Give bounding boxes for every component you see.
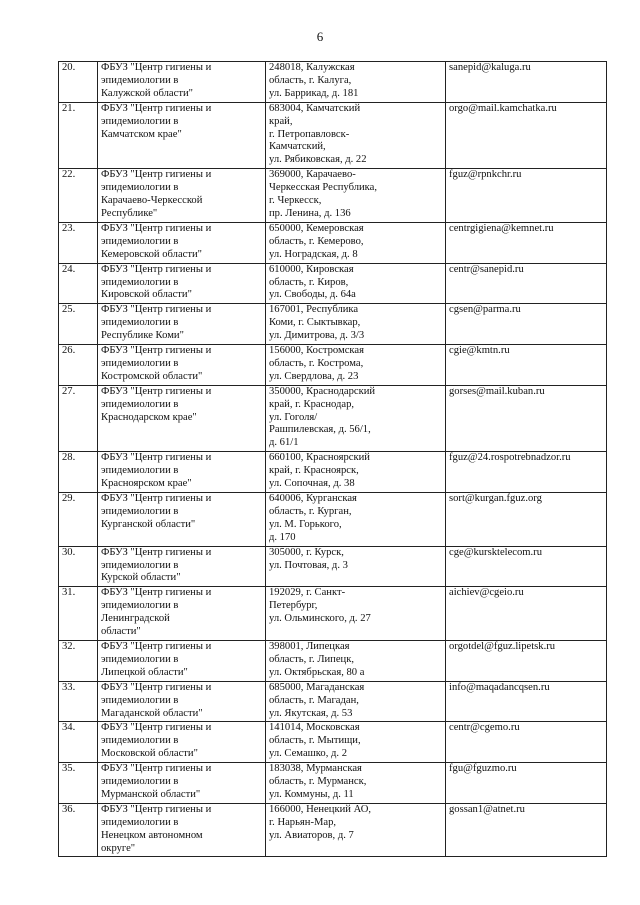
table-row (59, 587, 607, 641)
postal-address: 166000, Ненецкий АО, г. Нарьян-Мар, ул. Авиаторов, д. 7 (269, 803, 372, 841)
postal-address-cell (266, 263, 446, 304)
postal-address: 650000, Кемеровская область, г. Кемерово, ул. Ноградская, д. 8 (269, 222, 364, 260)
row-number-cell (59, 62, 98, 103)
postal-address: 141014, Московская область, г. Мытищи, ул. Семашко, д. 2 (269, 722, 361, 760)
table-row (59, 640, 607, 681)
email-address: aichiev@cgeio.ru (449, 587, 524, 599)
row-number-cell (59, 304, 98, 345)
postal-address-cell (266, 763, 446, 804)
email-address: gossan1@atnet.ru (449, 803, 525, 815)
organization-name: ФБУЗ "Центр гигиены и эпидемиологии в Карачаево-Черкесской Республике" (101, 169, 212, 219)
organization-name-cell (98, 803, 266, 857)
organization-name-cell (98, 385, 266, 452)
row-number: 29. (62, 493, 76, 504)
email-address-cell (446, 345, 607, 386)
organizations-table (58, 61, 607, 857)
row-number: 32. (62, 640, 76, 652)
organization-name: ФБУЗ "Центр гигиены и эпидемиологии в Республике Коми" (101, 304, 212, 342)
postal-address: 610000, Кировская область, г. Киров, ул. Свободы, д. 64а (269, 263, 356, 301)
table-row (59, 169, 607, 223)
organization-name: ФБУЗ "Центр гигиены и эпидемиологии в Кировской области" (101, 263, 212, 301)
email-address-cell (446, 102, 607, 169)
email-address: fguz@24.rospotrebnadzor.ru (449, 452, 571, 464)
row-number-cell (59, 681, 98, 722)
table-row (59, 722, 607, 763)
row-number: 24. (62, 263, 76, 275)
postal-address: 192029, г. Санкт- Петербург, ул. Ольминского, д. 27 (269, 587, 371, 625)
row-number-cell (59, 640, 98, 681)
organization-name: ФБУЗ "Центр гигиены и эпидемиологии в Калужской области" (101, 62, 212, 99)
postal-address: 248018, Калужская область, г. Калуга, ул. Баррикад, д. 181 (269, 62, 359, 99)
row-number: 20. (62, 62, 76, 73)
row-number-cell (59, 587, 98, 641)
organization-name-cell (98, 102, 266, 169)
organization-name: ФБУЗ "Центр гигиены и эпидемиологии в Магаданской области" (101, 681, 212, 719)
postal-address-cell (266, 681, 446, 722)
postal-address: 369000, Карачаево- Черкесская Республика, г. Черкесск, пр. Ленина, д. 136 (269, 169, 378, 219)
postal-address-cell (266, 304, 446, 345)
page-number: 6 (316, 29, 324, 44)
organization-name-cell (98, 587, 266, 641)
organization-name-cell (98, 452, 266, 493)
table-row (59, 304, 607, 345)
email-address-cell (446, 493, 607, 547)
organization-name-cell (98, 640, 266, 681)
row-number: 22. (62, 169, 76, 181)
organization-name-cell (98, 681, 266, 722)
table-row (59, 803, 607, 857)
email-address: centr@sanepid.ru (449, 263, 524, 275)
email-address: cgsen@parma.ru (449, 304, 521, 316)
postal-address: 305000, г. Курск, ул. Почтовая, д. 3 (269, 546, 348, 571)
postal-address: 167001, Республика Коми, г. Сыктывкар, ул. Димитрова, д. 3/3 (269, 304, 365, 342)
organization-name-cell (98, 169, 266, 223)
email-address: orgo@mail.kamchatka.ru (449, 102, 557, 114)
postal-address: 683004, Камчатский край, г. Петропавловск- Камчатский, ул. Рябиковская, д. 22 (269, 102, 367, 166)
row-number: 25. (62, 304, 76, 316)
row-number-cell (59, 345, 98, 386)
organization-name: ФБУЗ "Центр гигиены и эпидемиологии в Кемеровской области" (101, 222, 212, 260)
email-address-cell (446, 587, 607, 641)
postal-address-cell (266, 169, 446, 223)
email-address: cgie@kmtn.ru (449, 345, 510, 357)
organization-name-cell (98, 263, 266, 304)
postal-address-cell (266, 587, 446, 641)
postal-address: 640006, Курганская область, г. Курган, ул. М. Горького, д. 170 (269, 493, 357, 543)
email-address-cell (446, 640, 607, 681)
row-number-cell (59, 263, 98, 304)
row-number: 33. (62, 681, 76, 693)
email-address: fguz@rpnkchr.ru (449, 169, 522, 181)
email-address-cell (446, 763, 607, 804)
row-number: 30. (62, 546, 76, 558)
email-address-cell (446, 169, 607, 223)
table-row (59, 681, 607, 722)
postal-address: 398001, Липецкая область, г. Липецк, ул. Октябрьская, 80 а (269, 640, 365, 678)
table-row (59, 385, 607, 452)
organization-name: ФБУЗ "Центр гигиены и эпидемиологии в Камчатском крае" (101, 102, 212, 140)
row-number: 23. (62, 222, 76, 234)
table-row (59, 763, 607, 804)
postal-address-cell (266, 102, 446, 169)
postal-address: 350000, Краснодарский край, г. Краснодар, ул. Гоголя/ Рашпилевская, д. 56/1, д. 61/1 (269, 385, 376, 449)
organization-name-cell (98, 304, 266, 345)
postal-address-cell (266, 345, 446, 386)
email-address-cell (446, 722, 607, 763)
organization-name: ФБУЗ "Центр гигиены и эпидемиологии в Липецкой области" (101, 640, 212, 678)
row-number: 31. (62, 587, 76, 599)
row-number-cell (59, 452, 98, 493)
organization-name: ФБУЗ "Центр гигиены и эпидемиологии в Краснодарском крае" (101, 385, 212, 423)
table-row (59, 102, 607, 169)
row-number: 28. (62, 452, 76, 464)
email-address: sanepid@kaluga.ru (449, 62, 531, 73)
row-number-cell (59, 722, 98, 763)
row-number-cell (59, 385, 98, 452)
postal-address-cell (266, 722, 446, 763)
email-address-cell (446, 263, 607, 304)
row-number-cell (59, 222, 98, 263)
postal-address: 183038, Мурманская область, г. Мурманск, ул. Коммуны, д. 11 (269, 763, 367, 800)
email-address-cell (446, 803, 607, 857)
email-address-cell (446, 452, 607, 493)
organization-name-cell (98, 222, 266, 263)
organization-name: ФБУЗ "Центр гигиены и эпидемиологии в Мурманской области" (101, 763, 212, 800)
postal-address-cell (266, 493, 446, 547)
organization-name: ФБУЗ "Центр гигиены и эпидемиологии в Костромской области" (101, 345, 212, 382)
organization-name: ФБУЗ "Центр гигиены и эпидемиологии в Курганской области" (101, 493, 212, 530)
row-number: 36. (62, 803, 76, 815)
organization-name-cell (98, 546, 266, 587)
row-number: 27. (62, 385, 76, 397)
postal-address: 685000, Магаданская область, г. Магадан, ул. Якутская, д. 53 (269, 681, 365, 719)
postal-address-cell (266, 452, 446, 493)
postal-address-cell (266, 385, 446, 452)
organization-name-cell (98, 345, 266, 386)
row-number-cell (59, 803, 98, 857)
table-row (59, 62, 607, 103)
postal-address-cell (266, 222, 446, 263)
email-address-cell (446, 681, 607, 722)
postal-address: 660100, Красноярский край, г. Красноярск, ул. Сопочная, д. 38 (269, 452, 370, 490)
email-address: cge@kursktelecom.ru (449, 546, 543, 558)
postal-address-cell (266, 803, 446, 857)
email-address: orgotdel@fguz.lipetsk.ru (449, 640, 556, 652)
organization-name: ФБУЗ "Центр гигиены и эпидемиологии в Ненецком автономном округе" (101, 803, 212, 854)
row-number-cell (59, 493, 98, 547)
organization-name-cell (98, 763, 266, 804)
organization-name: ФБУЗ "Центр гигиены и эпидемиологии в Курской области" (101, 546, 212, 584)
organization-name: ФБУЗ "Центр гигиены и эпидемиологии в Ленинградской области" (101, 587, 212, 638)
email-address: info@maqadancqsen.ru (449, 681, 550, 693)
row-number: 21. (62, 102, 76, 114)
row-number-cell (59, 102, 98, 169)
email-address: gorses@mail.kuban.ru (449, 385, 545, 397)
organization-name: ФБУЗ "Центр гигиены и эпидемиологии в Московской области" (101, 722, 212, 760)
row-number: 34. (62, 722, 76, 734)
row-number: 26. (62, 345, 76, 357)
postal-address-cell (266, 546, 446, 587)
email-address-cell (446, 222, 607, 263)
organization-name-cell (98, 722, 266, 763)
row-number-cell (59, 763, 98, 804)
organization-name-cell (98, 493, 266, 547)
email-address-cell (446, 546, 607, 587)
table-row (59, 222, 607, 263)
row-number-cell (59, 169, 98, 223)
table-row (59, 452, 607, 493)
email-address-cell (446, 62, 607, 103)
email-address: centr@cgemo.ru (449, 722, 520, 734)
table-row (59, 493, 607, 547)
email-address-cell (446, 304, 607, 345)
table-row (59, 345, 607, 386)
row-number-cell (59, 546, 98, 587)
email-address: fgu@fguzmo.ru (449, 763, 517, 775)
postal-address: 156000, Костромская область, г. Кострома, ул. Свердлова, д. 23 (269, 345, 364, 382)
organization-name: ФБУЗ "Центр гигиены и эпидемиологии в Красноярском крае" (101, 452, 212, 490)
row-number: 35. (62, 763, 76, 775)
table-row (59, 263, 607, 304)
email-address-cell (446, 385, 607, 452)
organization-name-cell (98, 62, 266, 103)
table-row (59, 546, 607, 587)
table-body (59, 62, 607, 857)
postal-address-cell (266, 62, 446, 103)
email-address: sort@kurgan.fguz.org (449, 493, 542, 504)
email-address: centrgigiena@kemnet.ru (449, 222, 554, 234)
postal-address-cell (266, 640, 446, 681)
